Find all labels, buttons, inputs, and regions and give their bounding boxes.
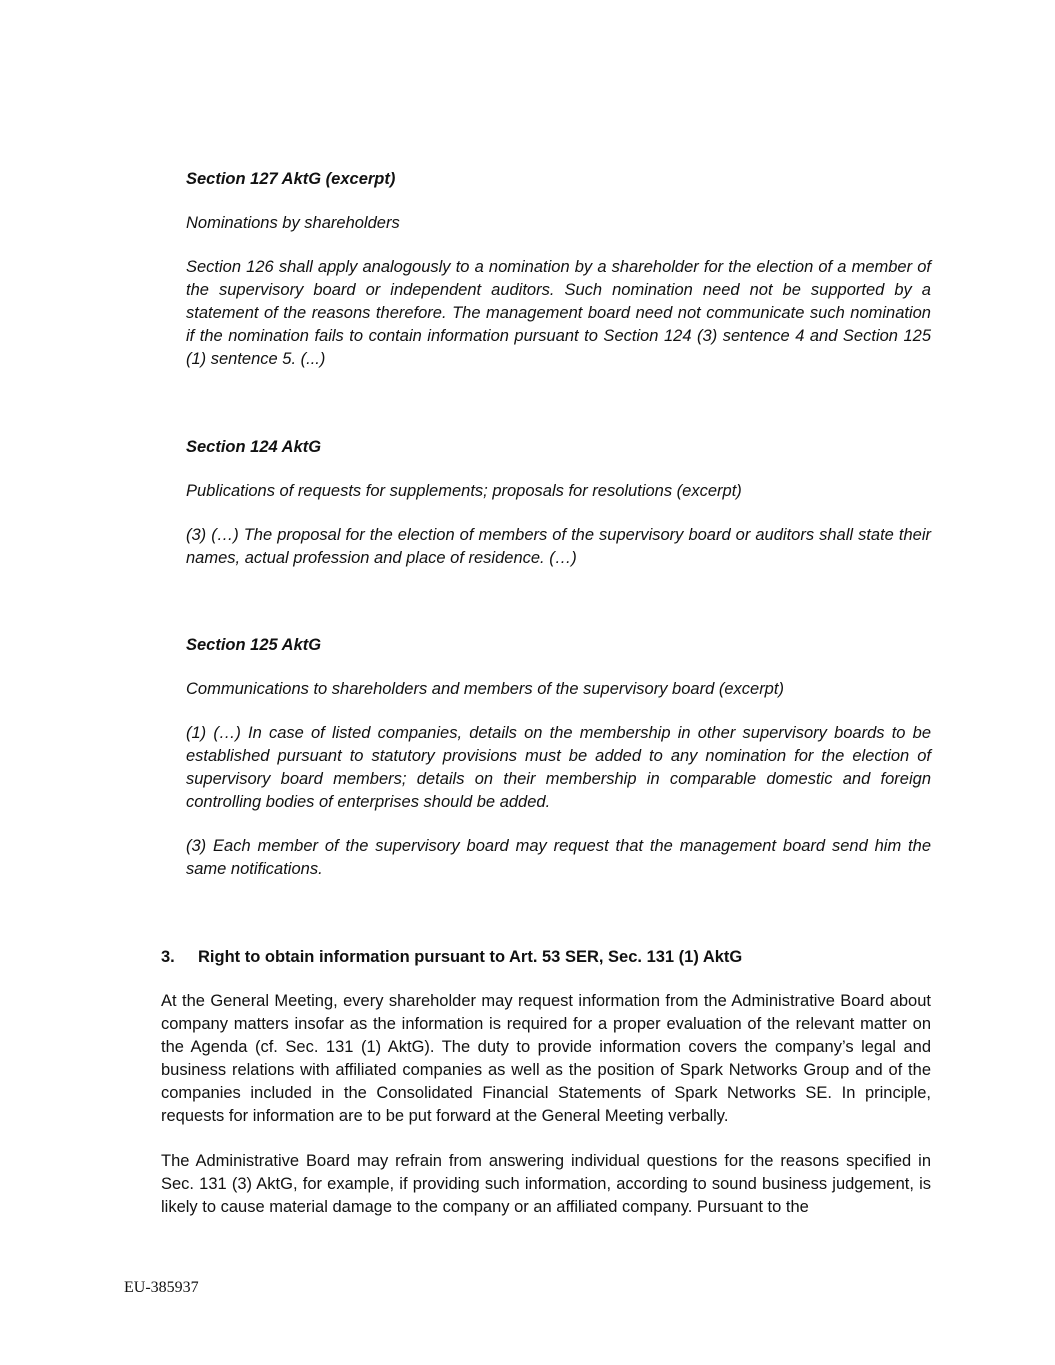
section-125-paragraph-2: (3) Each member of the supervisory board may request that the management board send him the same notifications.: [186, 837, 931, 878]
section-127-heading: Section 127 AktG (excerpt): [186, 170, 396, 188]
section-3-heading: [161, 946, 931, 969]
section-3-title: Right to obtain information pursuant to Art. 53 SER, Sec. 131 (1) AktG: [198, 948, 743, 966]
section-3-paragraph-2: The Administrative Board may refrain from answering individual questions for the reasons specified in Sec. 131 (3) AktG, for example, if providing such information, according to sound business judgement, is likely to cause material damage to the company or an affiliated company. Pursuant to the: [161, 1152, 931, 1216]
section-125-paragraph-1: (1) (…) In case of listed companies, details on the membership in other supervisory boards to be established pursuant to statutory provisions must be added to any nomination for the election of supervisory board members; details on their membership in comparable domestic and foreign controlling bodies of enterprises should be added.: [186, 724, 931, 811]
section-125-subheading: Communications to shareholders and members of the supervisory board (excerpt): [186, 680, 784, 698]
section-3-paragraph-1: At the General Meeting, every shareholder may request information from the Administrative Board about company matters insofar as the information is required for a proper evaluation of the relevant matter on the Agenda (cf. Sec. 131 (1) AktG). The duty to provide information covers the company’s legal and business relations with affiliated companies as well as the position of Spark Networks Group and of the companies included in the Consolidated Financial Statements of Spark Networks SE. In principle, requests for information are to be put forward at the General Meeting verbally.: [161, 992, 931, 1125]
section-3-number: 3.: [161, 948, 175, 966]
section-124-body: (3) (…) The proposal for the election of members of the supervisory board or auditors shall state their names, actual profession and place of residence. (…): [186, 526, 931, 567]
section-124-subheading: Publications of requests for supplements; proposals for resolutions (excerpt): [186, 482, 742, 500]
section-125-heading: Section 125 AktG: [186, 636, 322, 654]
section-127-body: Section 126 shall apply analogously to a nomination by a shareholder for the election of a member of the supervisory board or independent auditors. Such nomination need not be supported by a statement of the reasons therefore. The management board need not communicate such nomination if the nomination fails to contain information pursuant to Section 124 (3) sentence 4 and Section 125 (1) sentence 5. (...): [186, 258, 931, 368]
section-127-subheading: Nominations by shareholders: [186, 214, 400, 232]
document-id: EU-385937: [124, 1279, 199, 1296]
section-124-heading: Section 124 AktG: [186, 438, 322, 456]
